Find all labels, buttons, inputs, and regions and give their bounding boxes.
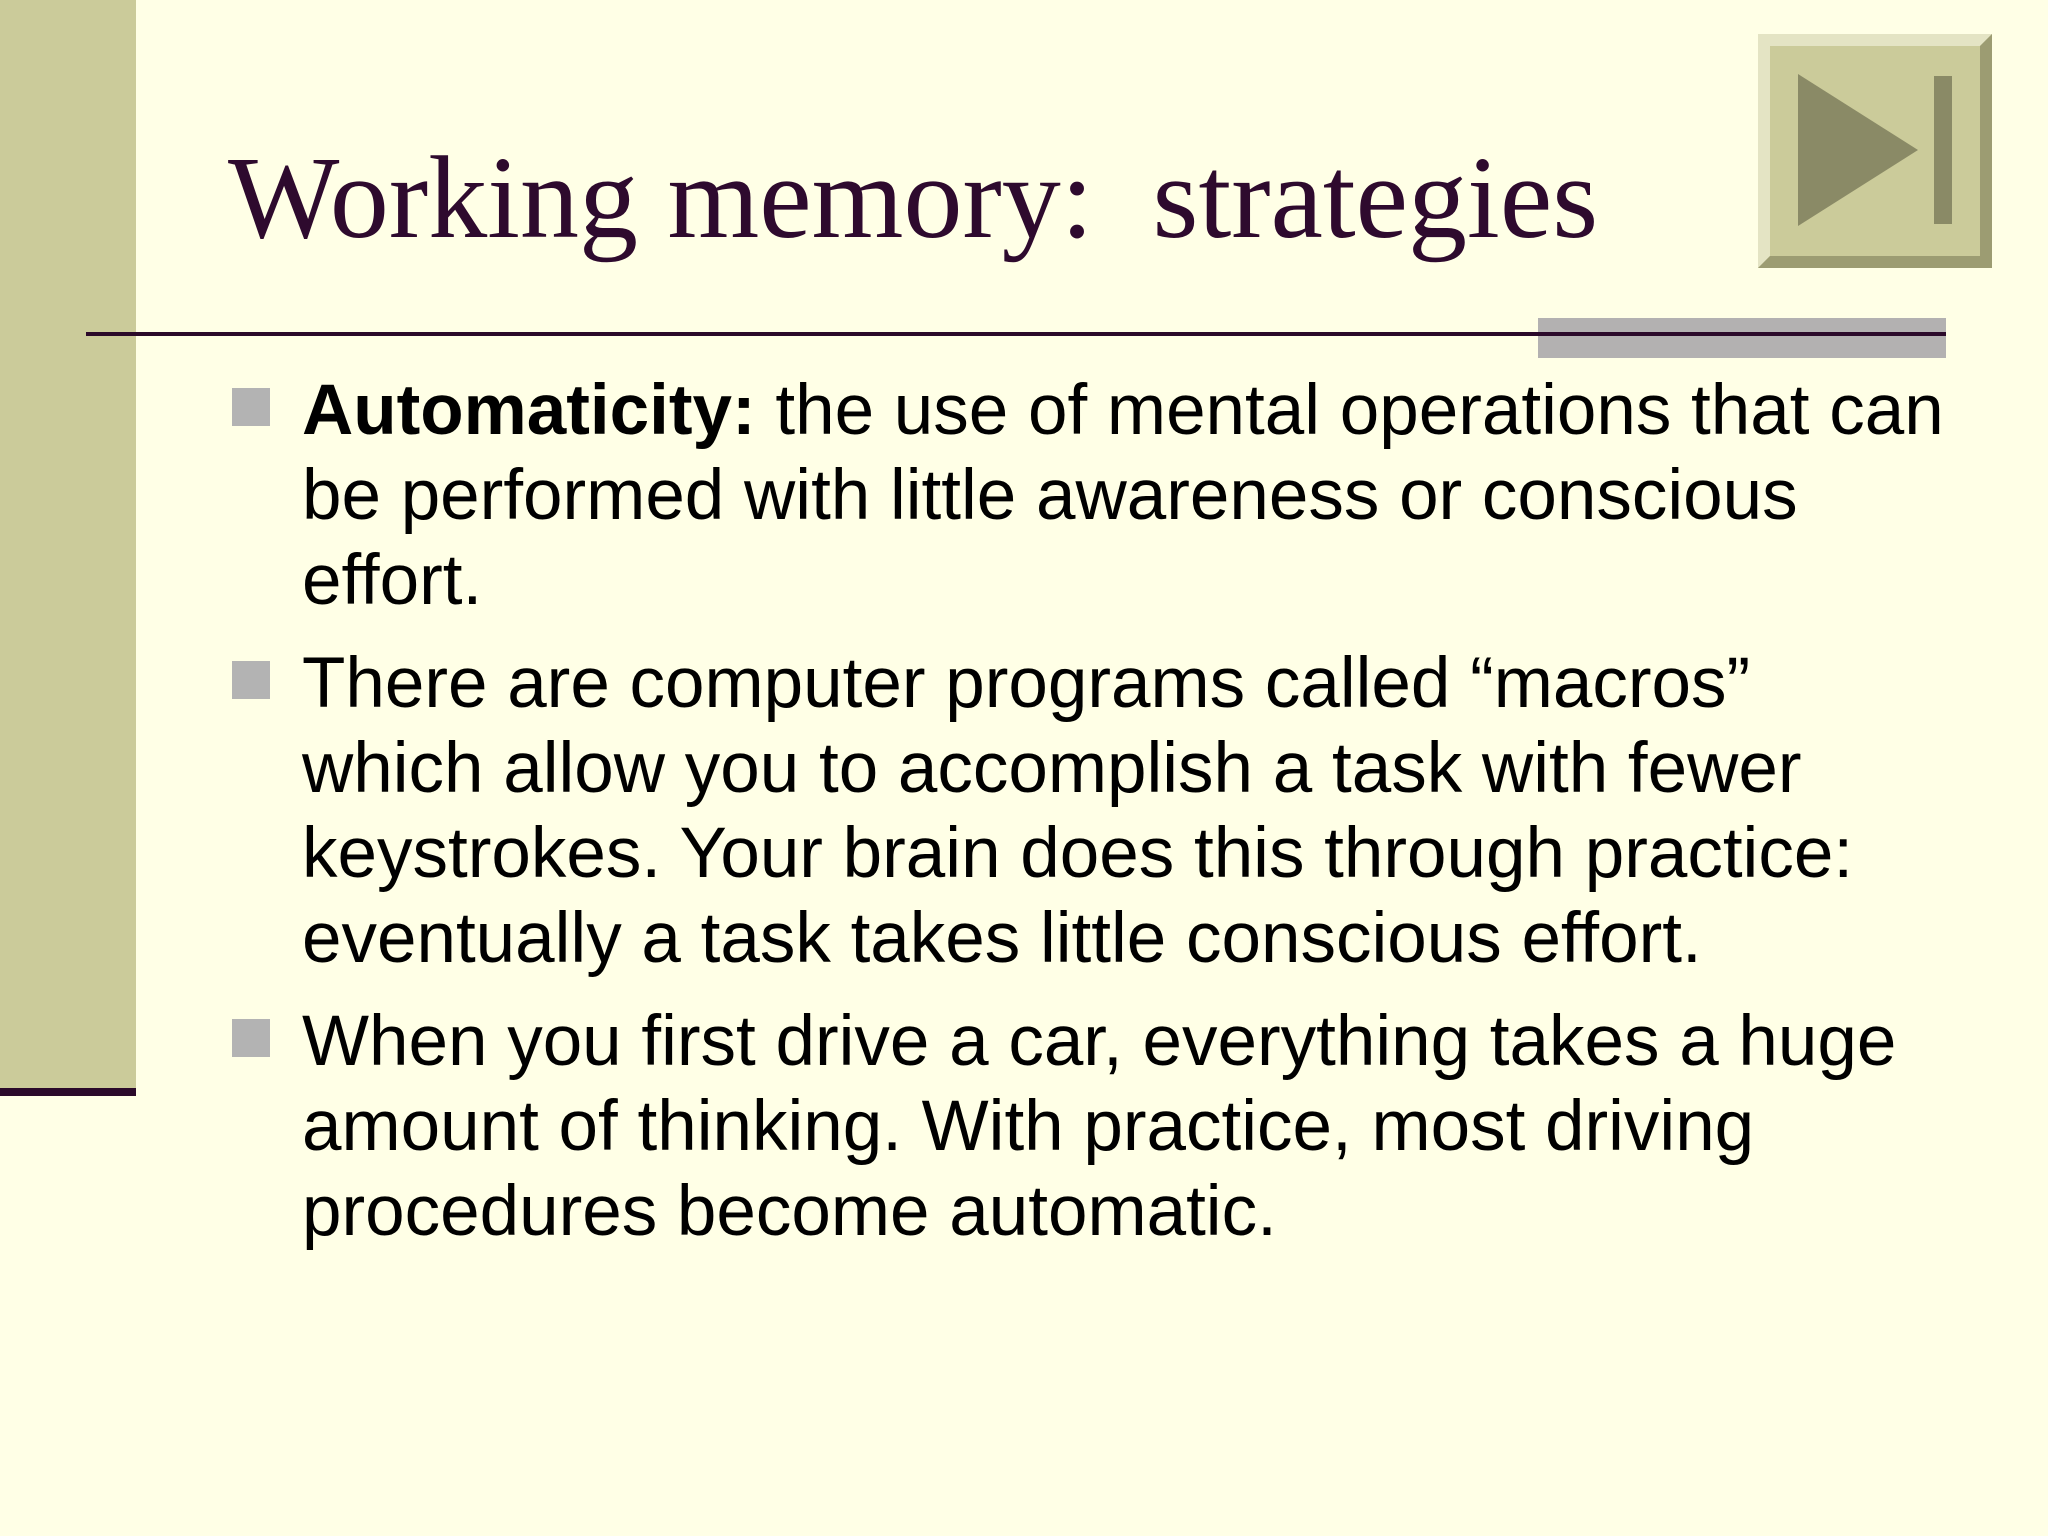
bullet-text	[302, 644, 1853, 978]
list-item	[230, 641, 1950, 981]
skip-to-end-icon	[1758, 34, 1992, 268]
title-rule-accent	[1538, 318, 1946, 358]
bullet-term: Automaticity:	[302, 371, 756, 450]
list-item	[230, 368, 1950, 623]
bullet-text	[302, 1002, 1896, 1251]
bullet-body: the use of mental operations that can be performed with little awareness or conscious effort.	[302, 371, 1944, 620]
square-bullet-icon	[232, 661, 270, 699]
square-bullet-icon	[232, 388, 270, 426]
next-slide-button[interactable]	[1758, 34, 1992, 268]
slide-title: Working memory: strategies	[228, 132, 1599, 263]
bullet-list	[230, 368, 1950, 1272]
list-item	[230, 999, 1950, 1254]
bullet-text	[302, 371, 1944, 620]
bullet-body: When you first drive a car, everything takes a huge amount of thinking. With practice, most driving procedures become automatic.	[302, 1002, 1897, 1251]
side-decoration-bar	[0, 0, 136, 1088]
bullet-body: There are computer programs called “macros” which allow you to accomplish a task with fewer keystrokes. Your brain does this through practice: eventually a task takes little conscious effort.	[302, 644, 1854, 978]
title-divider-overlay	[1538, 332, 1946, 336]
square-bullet-icon	[232, 1019, 270, 1057]
side-decoration-line	[0, 1088, 136, 1096]
